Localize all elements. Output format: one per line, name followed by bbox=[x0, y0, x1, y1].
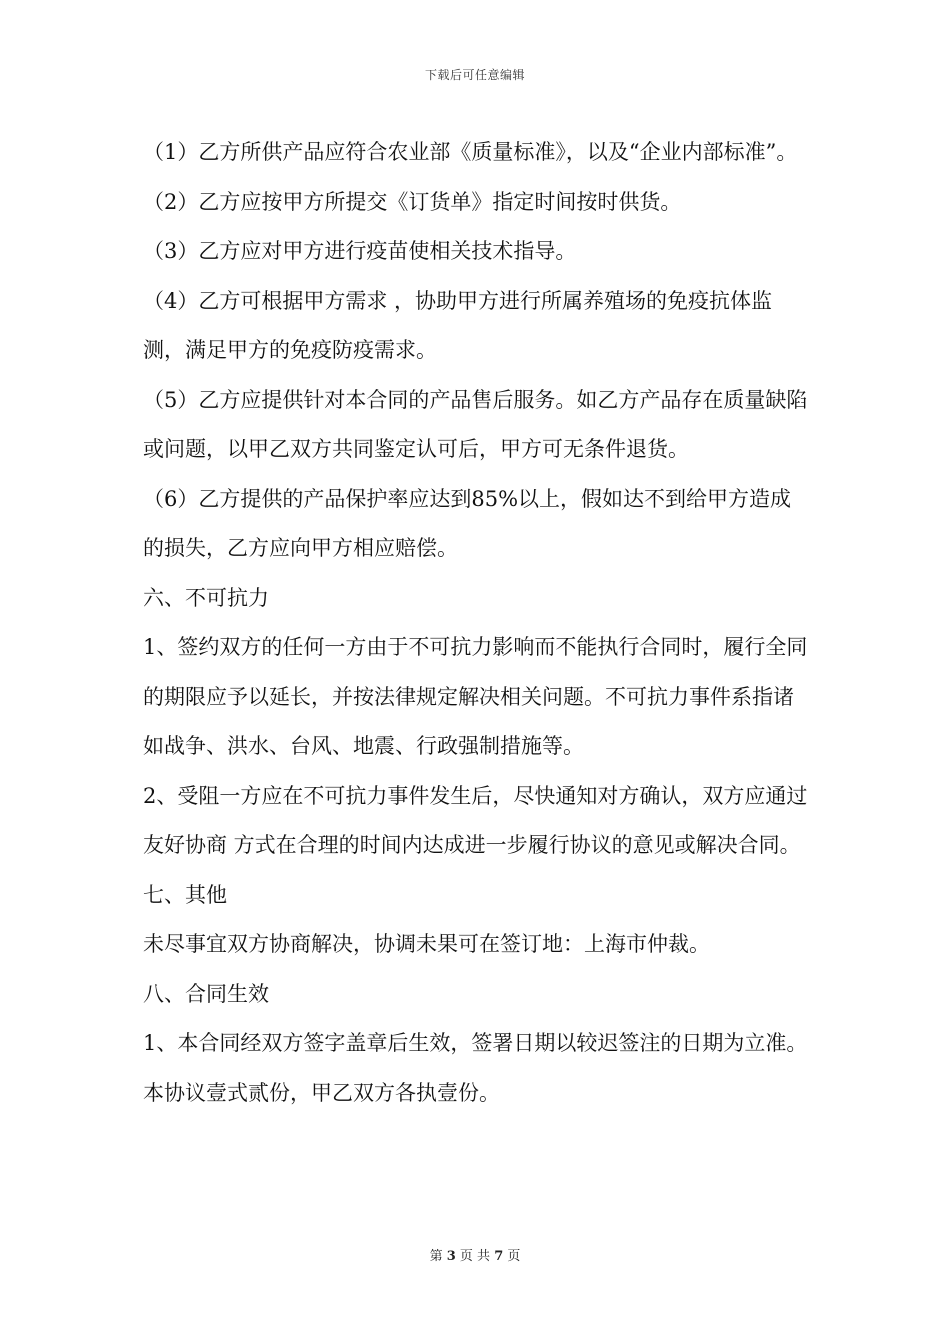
paragraph-force-majeure-1: 1、签约双方的任何一方由于不可抗力影响而不能执行合同时，履行全同的期限应予以延长，并按法律规定解决相关问题。不可抗力事件系指诸如战争、洪水、台风、地震、行政强制措施等。 bbox=[143, 635, 808, 758]
paragraph-6: （6）乙方提供的产品保护率应达到85%以上，假如达不到给甲方造成的损失，乙方应向甲方相应赔偿。 bbox=[143, 486, 792, 560]
paragraph-force-majeure-2: 2、受阻一方应在不可抗力事件发生后，尽快通知对方确认，双方应通过友好协商 方式在合理的时间内达成进一步履行协议的意见或解决合同。 bbox=[143, 783, 808, 857]
section-heading-other: 七、其他 bbox=[143, 882, 227, 907]
paragraph-1: （1）乙方所供产品应符合农业部《质量标准》，以及“企业内部标准”。 bbox=[143, 140, 798, 164]
footer-prefix: 第 bbox=[429, 1249, 443, 1264]
paragraph-effect-1: 1、本合同经双方签字盖章后生效，签署日期以较迟签注的日期为立准。本协议壹式贰份，甲乙双方各执壹份。 bbox=[143, 1031, 808, 1105]
document-body bbox=[143, 128, 808, 1118]
footer-suffix: 页 bbox=[507, 1249, 521, 1264]
section-heading-force-majeure: 六、不可抗力 bbox=[143, 585, 269, 610]
footer-middle: 页 共 bbox=[459, 1249, 491, 1264]
paragraph-3: （3）乙方应对甲方进行疫苗使相关技术指导。 bbox=[143, 239, 577, 263]
paragraph-other: 未尽事宜双方协商解决，协调未果可在签订地：上海市仲裁。 bbox=[143, 932, 710, 956]
footer-page-number: 3 bbox=[446, 1249, 456, 1264]
paragraph-4: （4）乙方可根据甲方需求 ，协助甲方进行所属养殖场的免疫抗体监测，满足甲方的免疫防疫需求。 bbox=[143, 288, 773, 362]
paragraph-2: （2）乙方应按甲方所提交《订货单》指定时间按时供货。 bbox=[143, 189, 682, 214]
page-footer bbox=[0, 1245, 950, 1264]
footer-total-pages: 7 bbox=[494, 1249, 504, 1264]
paragraph-5: （5）乙方应提供针对本合同的产品售后服务。如乙方产品存在质量缺陷或问题，以甲乙双方共同鉴定认可后，甲方可无条件退货。 bbox=[143, 387, 808, 461]
section-heading-effect: 八、合同生效 bbox=[143, 981, 269, 1006]
page-header: 下载后可任意编辑 bbox=[424, 68, 525, 82]
